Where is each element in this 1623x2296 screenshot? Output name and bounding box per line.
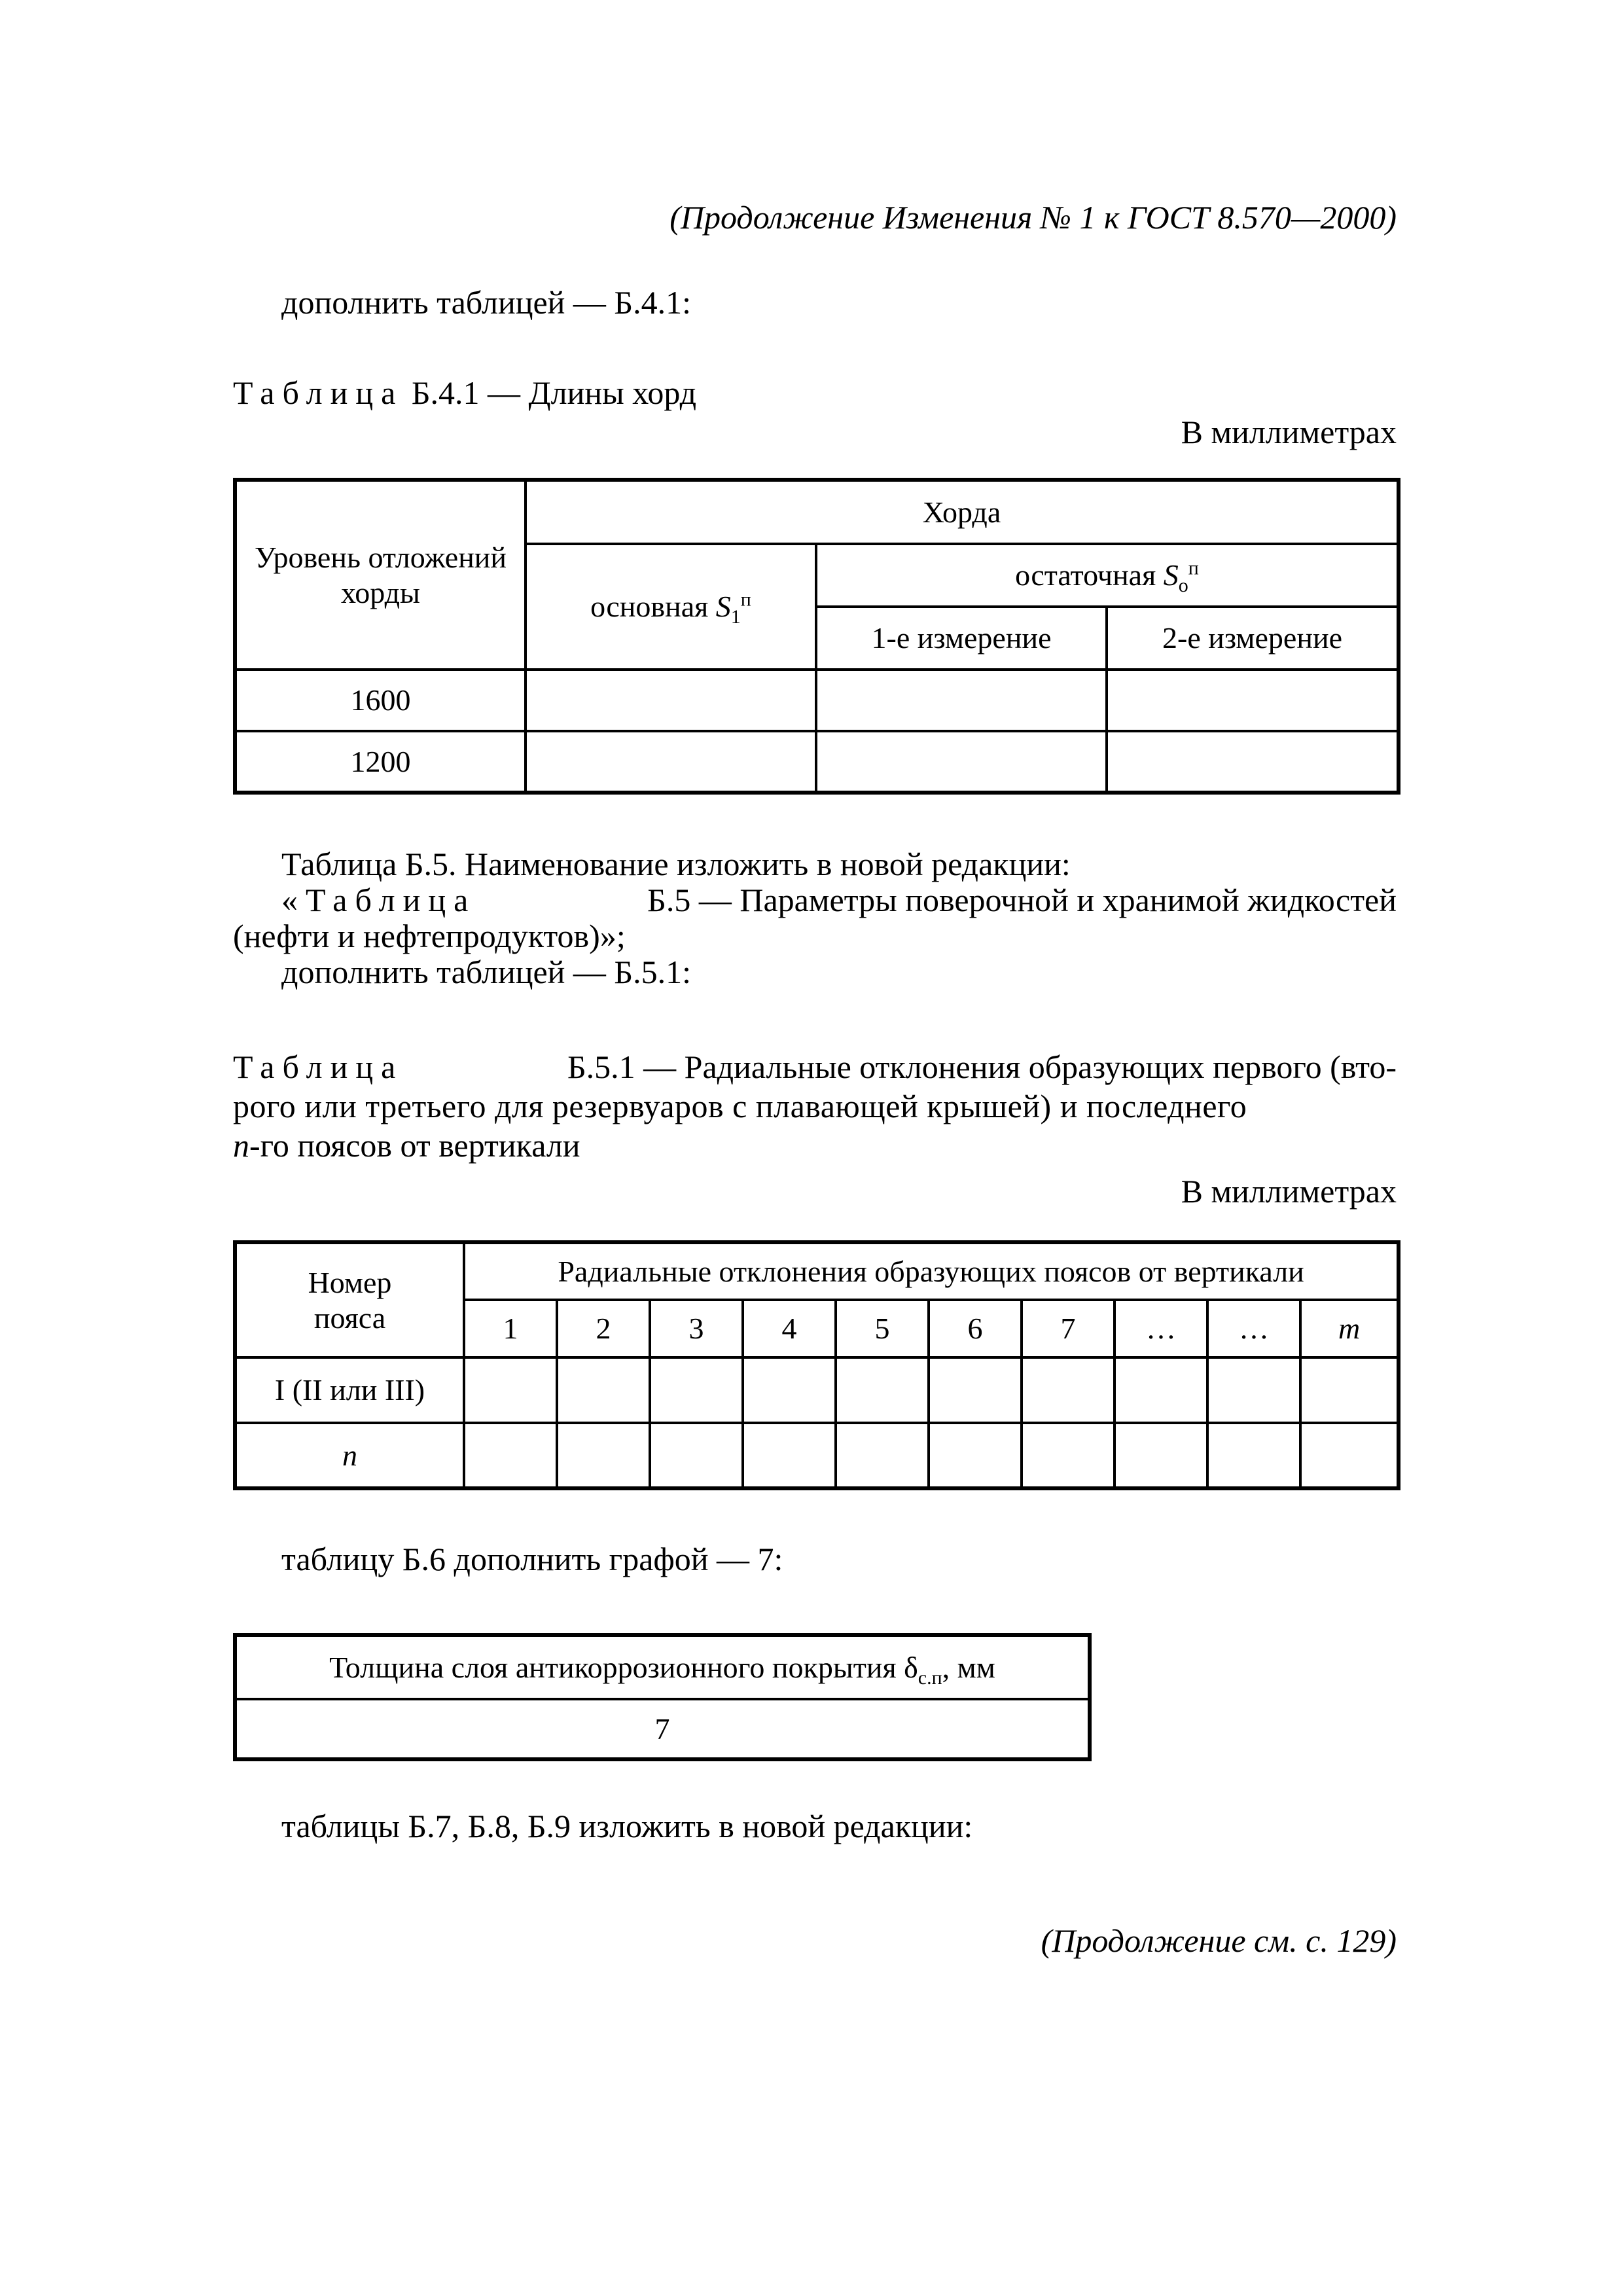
header-coating-thickness — [235, 1635, 1090, 1699]
empty-cell — [464, 1423, 557, 1488]
empty-cell — [526, 731, 816, 793]
caption-text: Б.4.1 — Длины хорд — [411, 374, 697, 411]
symbol-sub: 1 — [730, 606, 741, 628]
caption-text: Б.5 — Параметры поверочной и хранимой жидкостей — [647, 882, 1397, 918]
header-measurement-2: 2-е измерение — [1107, 607, 1399, 670]
table-b41 — [233, 478, 1400, 795]
empty-cell — [836, 1357, 929, 1423]
table-b51-caption-line2: рого или третьего для резервуаров с плавающей крышей) и последнего — [233, 1088, 1247, 1124]
table-row — [235, 1423, 1399, 1488]
column-number: 6 — [929, 1300, 1022, 1357]
empty-cell — [1300, 1357, 1399, 1423]
row-belt: I (II или III) — [235, 1357, 464, 1423]
table-b51 — [233, 1240, 1400, 1490]
column-number: 1 — [464, 1300, 557, 1357]
header-unit: , мм — [942, 1650, 995, 1684]
header-level: Уровень отложений хорды — [235, 480, 526, 670]
empty-cell — [1022, 1357, 1115, 1423]
row-level: 1200 — [235, 731, 526, 793]
header-residual-chord — [816, 544, 1399, 607]
continuation-header: (Продолжение Изменения № 1 к ГОСТ 8.570—2000) — [669, 199, 1397, 236]
header-chord: Хорда — [526, 480, 1399, 544]
symbol-sup: п — [740, 588, 751, 611]
caption-label: «Таблица — [281, 882, 476, 918]
row-belt: n — [235, 1423, 464, 1488]
header-radial-deviation: Радиальные отклонения образующих поясов от вертикали — [464, 1242, 1399, 1300]
continuation-footer: (Продолжение см. с. 129) — [1041, 1922, 1397, 1959]
column-ellipsis: … — [1207, 1300, 1300, 1357]
table-row — [235, 731, 1399, 793]
empty-cell — [929, 1357, 1022, 1423]
column-number: 5 — [836, 1300, 929, 1357]
empty-cell — [743, 1357, 836, 1423]
table-row — [235, 670, 1399, 731]
empty-cell — [557, 1357, 650, 1423]
header-coating-label: Толщина слоя антикоррозионного покрытия δ — [329, 1650, 918, 1684]
header-measurement-1: 1-е измерение — [816, 607, 1107, 670]
table-b51-caption — [233, 1047, 1397, 1086]
table-b41-units: В миллиметрах — [1181, 414, 1397, 450]
symbol-n: n — [233, 1127, 249, 1164]
paragraph-b5-title — [281, 880, 1397, 920]
paragraph-add-table-b51: дополнить таблицей — Б.5.1: — [281, 954, 692, 990]
caption-text: Б.5.1 — Радиальные отклонения образующих первого (вто- — [567, 1049, 1397, 1085]
symbol-s: S — [715, 590, 731, 623]
symbol-sub: о — [1178, 575, 1188, 597]
caption-label: Таблица — [233, 374, 404, 411]
table-row — [235, 1357, 1399, 1423]
empty-cell — [526, 670, 816, 731]
symbol-sup: п — [1188, 557, 1199, 579]
empty-cell — [464, 1357, 557, 1423]
empty-cell — [816, 731, 1107, 793]
row-level: 1600 — [235, 670, 526, 731]
header-belt-number: Номер пояса — [235, 1242, 464, 1357]
header-main-chord — [526, 544, 816, 670]
paragraph-restate-tables: таблицы Б.7, Б.8, Б.9 изложить в новой редакции: — [281, 1808, 973, 1844]
empty-cell — [929, 1423, 1022, 1488]
table-b51-units: В миллиметрах — [1181, 1173, 1397, 1210]
empty-cell — [650, 1357, 743, 1423]
empty-cell — [1300, 1423, 1399, 1488]
empty-cell — [1115, 1357, 1207, 1423]
empty-cell — [1115, 1423, 1207, 1488]
table-b51-caption-line3 — [233, 1126, 580, 1165]
empty-cell — [1107, 670, 1399, 731]
caption-text: -го поясов от вертикали — [249, 1127, 580, 1164]
paragraph-b5-rename: Таблица Б.5. Наименование изложить в новой редакции: — [281, 846, 1071, 882]
column-number: 3 — [650, 1300, 743, 1357]
empty-cell — [650, 1423, 743, 1488]
column-number: 7 — [235, 1699, 1090, 1759]
symbol-sub: с.п — [918, 1666, 942, 1689]
table-b6-column — [233, 1633, 1092, 1761]
symbol-s: S — [1163, 558, 1179, 592]
empty-cell — [1022, 1423, 1115, 1488]
paragraph-add-column-b6: таблицу Б.6 дополнить графой — 7: — [281, 1541, 783, 1577]
column-number: 4 — [743, 1300, 836, 1357]
empty-cell — [1107, 731, 1399, 793]
column-ellipsis: … — [1115, 1300, 1207, 1357]
caption-label: Таблица — [233, 1049, 404, 1085]
empty-cell — [816, 670, 1107, 731]
empty-cell — [557, 1423, 650, 1488]
empty-cell — [1207, 1357, 1300, 1423]
empty-cell — [836, 1423, 929, 1488]
table-b41-caption — [233, 373, 696, 412]
column-number: 7 — [1022, 1300, 1115, 1357]
header-main-label: основная — [590, 590, 709, 623]
column-m: m — [1300, 1300, 1399, 1357]
empty-cell — [743, 1423, 836, 1488]
paragraph-b5-title-cont: (нефти и нефтепродуктов)»; — [233, 918, 626, 954]
paragraph-add-table-b41: дополнить таблицей — Б.4.1: — [281, 284, 692, 321]
header-residual-label: остаточная — [1015, 558, 1156, 592]
column-number: 2 — [557, 1300, 650, 1357]
empty-cell — [1207, 1423, 1300, 1488]
